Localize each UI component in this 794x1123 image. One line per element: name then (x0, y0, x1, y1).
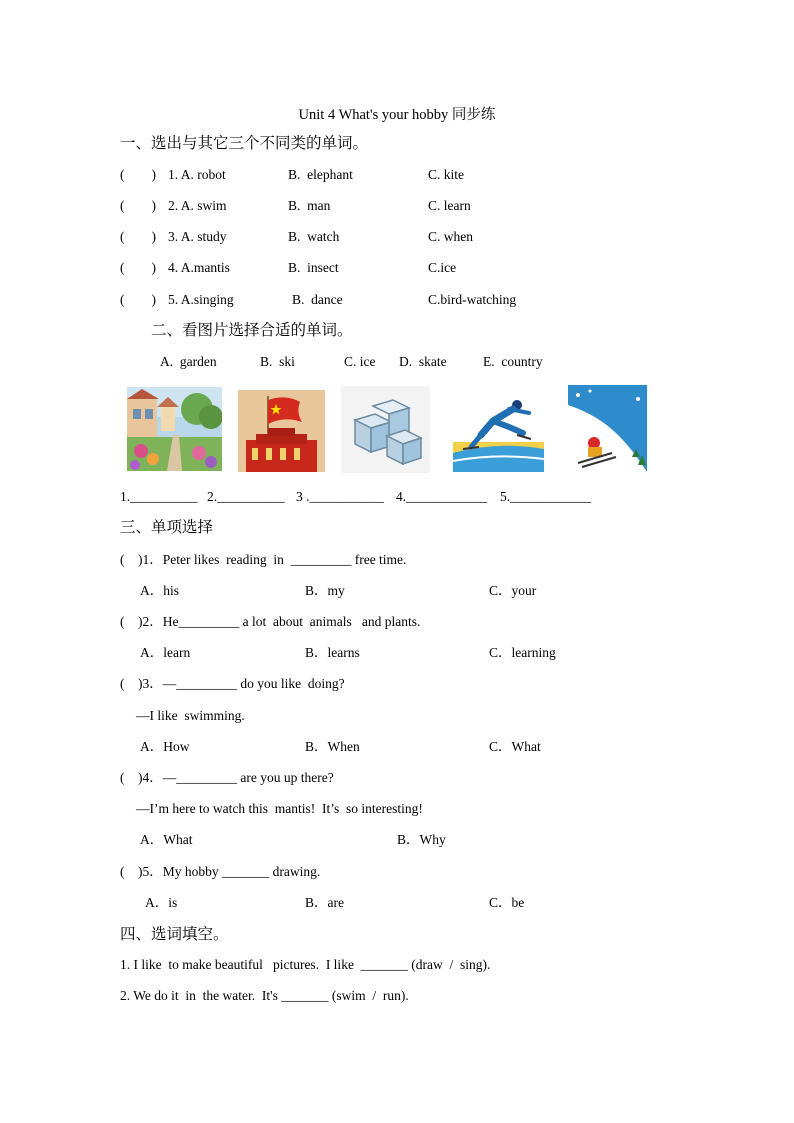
option-b: B．are (305, 895, 344, 910)
question-stem: ( )1．Peter likes reading in _________ free time. (120, 552, 407, 567)
blank-2: 2.__________ (207, 489, 285, 504)
option-c: C.ice (428, 260, 457, 275)
option-a: A．is (145, 895, 178, 910)
option-b: B．Why (397, 832, 446, 847)
country-flag-picture (238, 390, 325, 472)
option-c: C.bird-watching (428, 292, 517, 307)
option-a: 4. A.mantis (168, 260, 230, 275)
blank-1: 1.__________ (120, 489, 198, 504)
option-c: C. kite (428, 167, 464, 182)
option-c: C. when (428, 229, 473, 244)
word-option-a: A. garden (160, 354, 217, 369)
option-b: B. watch (288, 229, 340, 244)
option-c: C．be (489, 895, 525, 910)
option-a: 2. A. swim (168, 198, 227, 213)
question-stem: ( )4．—_________ are you up there? (120, 770, 334, 785)
blank-5: 5.____________ (500, 489, 592, 504)
answer-paren: ( ) (120, 260, 156, 275)
garden-picture (127, 387, 222, 471)
blank-3: 3 .___________ (296, 489, 384, 504)
fill-line-2: 2. We do it in the water. It's _______ (swim / run). (120, 988, 409, 1003)
option-b: B．my (305, 583, 345, 598)
option-a: A．his (140, 583, 180, 598)
answer-paren: ( ) (120, 229, 156, 244)
option-b: B. elephant (288, 167, 353, 182)
ski-picture (568, 385, 647, 472)
dialogue-answer: —I’m here to watch this mantis! It’s so interesting! (136, 801, 423, 816)
word-option-c: C. ice (344, 354, 376, 369)
option-b: B．learns (305, 645, 360, 660)
dialogue-answer: —I like swimming. (136, 708, 245, 723)
option-c: C．learning (489, 645, 556, 660)
option-a: A．learn (140, 645, 191, 660)
section-2-heading: 二、看图片选择合适的单词。 (151, 321, 353, 339)
question-stem: ( )2．He_________ a lot about animals and plants. (120, 614, 421, 629)
word-option-e: E. country (483, 354, 543, 369)
answer-paren: ( ) (120, 198, 156, 213)
word-option-b: B. ski (260, 354, 295, 369)
answer-paren: ( ) (120, 292, 156, 307)
word-option-d: D. skate (399, 354, 447, 369)
option-b: B. man (288, 198, 331, 213)
blank-4: 4.____________ (396, 489, 488, 504)
option-b: B. insect (288, 260, 339, 275)
page-title: Unit 4 What's your hobby 同步练 (298, 107, 496, 123)
section-4-heading: 四、选词填空。 (120, 925, 229, 943)
question-stem: ( )5．My hobby _______ drawing. (120, 864, 321, 879)
option-a: A．What (140, 832, 193, 847)
option-c: C．your (489, 583, 537, 598)
section-1-heading: 一、选出与其它三个不同类的单词。 (120, 134, 369, 152)
option-b: B. dance (292, 292, 343, 307)
section-3-heading: 三、单项选择 (120, 518, 214, 536)
skater-picture (453, 387, 544, 472)
question-stem: ( )3．—_________ do you like doing? (120, 676, 345, 691)
option-a: A．How (140, 739, 190, 754)
ice-cubes-picture (341, 386, 430, 473)
option-b: B．When (305, 739, 360, 754)
fill-line-1: 1. I like to make beautiful pictures. I like _______ (draw / sing). (120, 957, 491, 972)
option-c: C. learn (428, 198, 471, 213)
option-c: C．What (489, 739, 541, 754)
option-a: 1. A. robot (168, 167, 226, 182)
option-a: 5. A.singing (168, 292, 234, 307)
answer-paren: ( ) (120, 167, 156, 182)
option-a: 3. A. study (168, 229, 227, 244)
